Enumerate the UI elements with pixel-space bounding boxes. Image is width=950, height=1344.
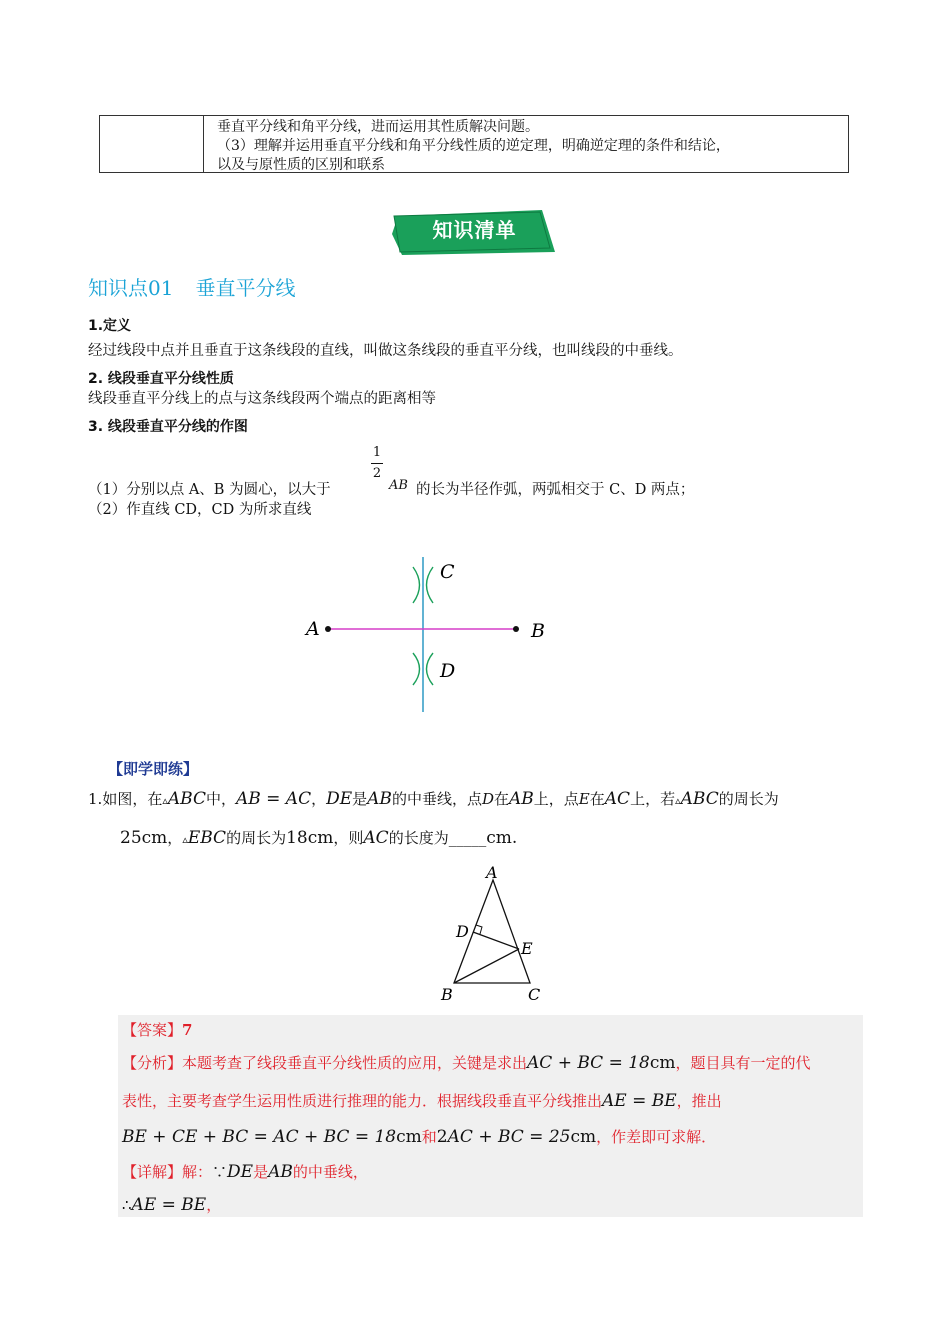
analysis-line-3 bbox=[122, 1126, 716, 1147]
q-text: 在 bbox=[589, 790, 605, 808]
analysis-line-2 bbox=[122, 1090, 722, 1111]
math-unit: cm bbox=[141, 828, 168, 848]
answer-value: 7 bbox=[182, 1021, 193, 1039]
question-line-1 bbox=[88, 788, 779, 809]
analysis-text: 和 bbox=[421, 1128, 437, 1146]
construction-step-1 bbox=[88, 478, 331, 499]
construction-step-2: （2）作直线 CD，CD 为所求直线 bbox=[88, 502, 312, 518]
math-ebc: EBC bbox=[187, 828, 227, 848]
analysis-text: ，题目具有一定的代 bbox=[675, 1054, 811, 1072]
analysis-text: 表性，主要考查学生运用性质进行推理的能力．根据线段垂直平分线推出 bbox=[122, 1092, 603, 1110]
triangle-symbol: ▵ bbox=[182, 833, 188, 846]
therefore-symbol: ∴ bbox=[122, 1196, 132, 1214]
math-e: E bbox=[578, 790, 590, 808]
math-unit: cm bbox=[570, 1127, 597, 1147]
math-eq: BE + CE + BC = AC + BC = 18 bbox=[122, 1127, 397, 1147]
point-b bbox=[513, 626, 519, 632]
fraction-numerator: 1 bbox=[372, 445, 382, 460]
q-text: 的中垂线，点 bbox=[391, 790, 482, 808]
kp-title-text: 垂直平分线 bbox=[195, 276, 296, 300]
math-de: DE bbox=[227, 1162, 254, 1182]
analysis-tag: 【分析】 bbox=[122, 1054, 183, 1072]
math-number: 25 bbox=[120, 828, 142, 848]
detail-text: 解： bbox=[182, 1163, 213, 1181]
knowledge-point-title bbox=[88, 272, 317, 301]
detail-tag: 【详解】 bbox=[122, 1163, 183, 1181]
label-b: B bbox=[531, 620, 545, 642]
detail-text: 的中垂线， bbox=[292, 1163, 368, 1181]
section-text: 经过线段中点并且垂直于这条线段的直线，叫做这条线段的垂直平分线，也叫线段的中垂线。 bbox=[88, 343, 683, 359]
arc-d-2 bbox=[427, 653, 434, 685]
question-line-2 bbox=[120, 827, 517, 848]
table-line: 垂直平分线和角平分线，进而运用其性质解决问题。 bbox=[217, 119, 539, 135]
analysis-text: 本题考查了线段垂直平分线性质的应用，关键是求出 bbox=[182, 1054, 528, 1072]
detail-text: 是 bbox=[253, 1163, 269, 1181]
banner-label: 知识清单 bbox=[432, 218, 517, 242]
detail-line-2 bbox=[122, 1194, 221, 1215]
math-abc: ABC bbox=[167, 789, 206, 809]
label-b: B bbox=[441, 985, 453, 1004]
label-c: C bbox=[528, 985, 541, 1004]
table-divider bbox=[203, 116, 204, 172]
math-ab: AB bbox=[268, 1162, 293, 1182]
q-text: 的周长为 bbox=[718, 790, 779, 808]
triangle-symbol: ▵ bbox=[675, 794, 681, 807]
step1-ab: AB bbox=[389, 478, 408, 493]
detail-text: ， bbox=[206, 1196, 222, 1214]
q-text: 在 bbox=[493, 790, 509, 808]
math-ac: AC bbox=[363, 828, 389, 848]
label-e: E bbox=[521, 939, 533, 958]
q-text: 中， bbox=[205, 790, 236, 808]
step1-part-a: （1）分别以点 A、B 为圆心，以大于 bbox=[88, 482, 331, 498]
label-a: A bbox=[306, 618, 320, 640]
math-eq: AB = AC bbox=[235, 789, 312, 809]
arc-d-1 bbox=[413, 653, 420, 685]
math-number: 2 bbox=[436, 1127, 448, 1147]
triangle-symbol: ▵ bbox=[162, 794, 168, 807]
math-ac: AC bbox=[604, 789, 631, 809]
section-text: 线段垂直平分线上的点与这条线段两个端点的距离相等 bbox=[88, 391, 436, 407]
answer-tag: 【答案】 bbox=[122, 1021, 183, 1039]
question-number: 1. bbox=[88, 790, 103, 808]
detail-line-1 bbox=[122, 1161, 368, 1182]
segment-be bbox=[454, 949, 519, 983]
section-heading: 1.定义 bbox=[88, 318, 132, 334]
practice-heading: 【即学即练】 bbox=[108, 760, 199, 778]
section-heading: 2. 线段垂直平分线性质 bbox=[88, 371, 234, 387]
analysis-text: ，推出 bbox=[676, 1092, 722, 1110]
arc-c-2 bbox=[427, 567, 434, 603]
step1-part-b: 的长为半径作弧，两弧相交于 C、D 两点； bbox=[416, 482, 695, 498]
answer-blank: _____ bbox=[448, 829, 487, 847]
label-a: A bbox=[486, 863, 498, 882]
answer-line bbox=[122, 1019, 192, 1040]
because-symbol: ∵ bbox=[212, 1163, 228, 1181]
math-eq: AC + BC = 18 bbox=[527, 1053, 650, 1073]
right-angle-mark bbox=[476, 925, 482, 934]
q-text: 的长度为 bbox=[388, 829, 449, 847]
q-text: cm. bbox=[486, 828, 518, 848]
fraction-denominator: 2 bbox=[372, 466, 382, 481]
math-ab: AB bbox=[367, 789, 392, 809]
q-text: 上，点 bbox=[533, 790, 579, 808]
label-d: D bbox=[440, 660, 456, 682]
math-eq: AE = BE bbox=[602, 1091, 677, 1111]
q-text: ， bbox=[167, 829, 183, 847]
objectives-table bbox=[99, 115, 849, 173]
table-cell bbox=[217, 118, 840, 175]
table-line: （3）理解并运用垂直平分线和角平分线性质的逆定理，明确逆定理的条件和结论， bbox=[217, 138, 730, 154]
perpendicular-bisector-figure bbox=[290, 555, 560, 715]
label-c: C bbox=[440, 561, 455, 583]
math-d: D bbox=[481, 790, 494, 808]
fraction-half bbox=[371, 444, 383, 483]
answer-box bbox=[118, 1015, 863, 1217]
math-de: DE bbox=[326, 789, 353, 809]
math-unit: cm bbox=[649, 1053, 676, 1073]
math-abc: ABC bbox=[680, 789, 719, 809]
q-text: 上，若 bbox=[630, 790, 676, 808]
triangle-figure bbox=[435, 862, 550, 1007]
arc-c-1 bbox=[413, 567, 420, 603]
math-eq: AE = BE bbox=[131, 1195, 207, 1215]
math-unit: cm bbox=[307, 828, 334, 848]
q-text: ，则 bbox=[333, 829, 364, 847]
section-heading: 3. 线段垂直平分线的作图 bbox=[88, 419, 248, 435]
math-unit: cm bbox=[396, 1127, 422, 1147]
q-text: 的周长为 bbox=[226, 829, 287, 847]
q-text: 如图，在 bbox=[102, 790, 163, 808]
math-eq: AC + BC = 25 bbox=[447, 1127, 571, 1147]
point-a bbox=[325, 626, 331, 632]
math-number: 18 bbox=[286, 828, 308, 848]
table-line: 以及与原性质的区别和联系 bbox=[217, 157, 385, 173]
q-text: 是 bbox=[352, 790, 368, 808]
label-d: D bbox=[456, 922, 469, 941]
analysis-text: ，作差即可求解． bbox=[596, 1128, 717, 1146]
math-ab: AB bbox=[509, 789, 534, 809]
kp-number: 知识点01 bbox=[88, 276, 174, 300]
q-text: ， bbox=[311, 790, 327, 808]
analysis-line-1 bbox=[122, 1052, 811, 1073]
